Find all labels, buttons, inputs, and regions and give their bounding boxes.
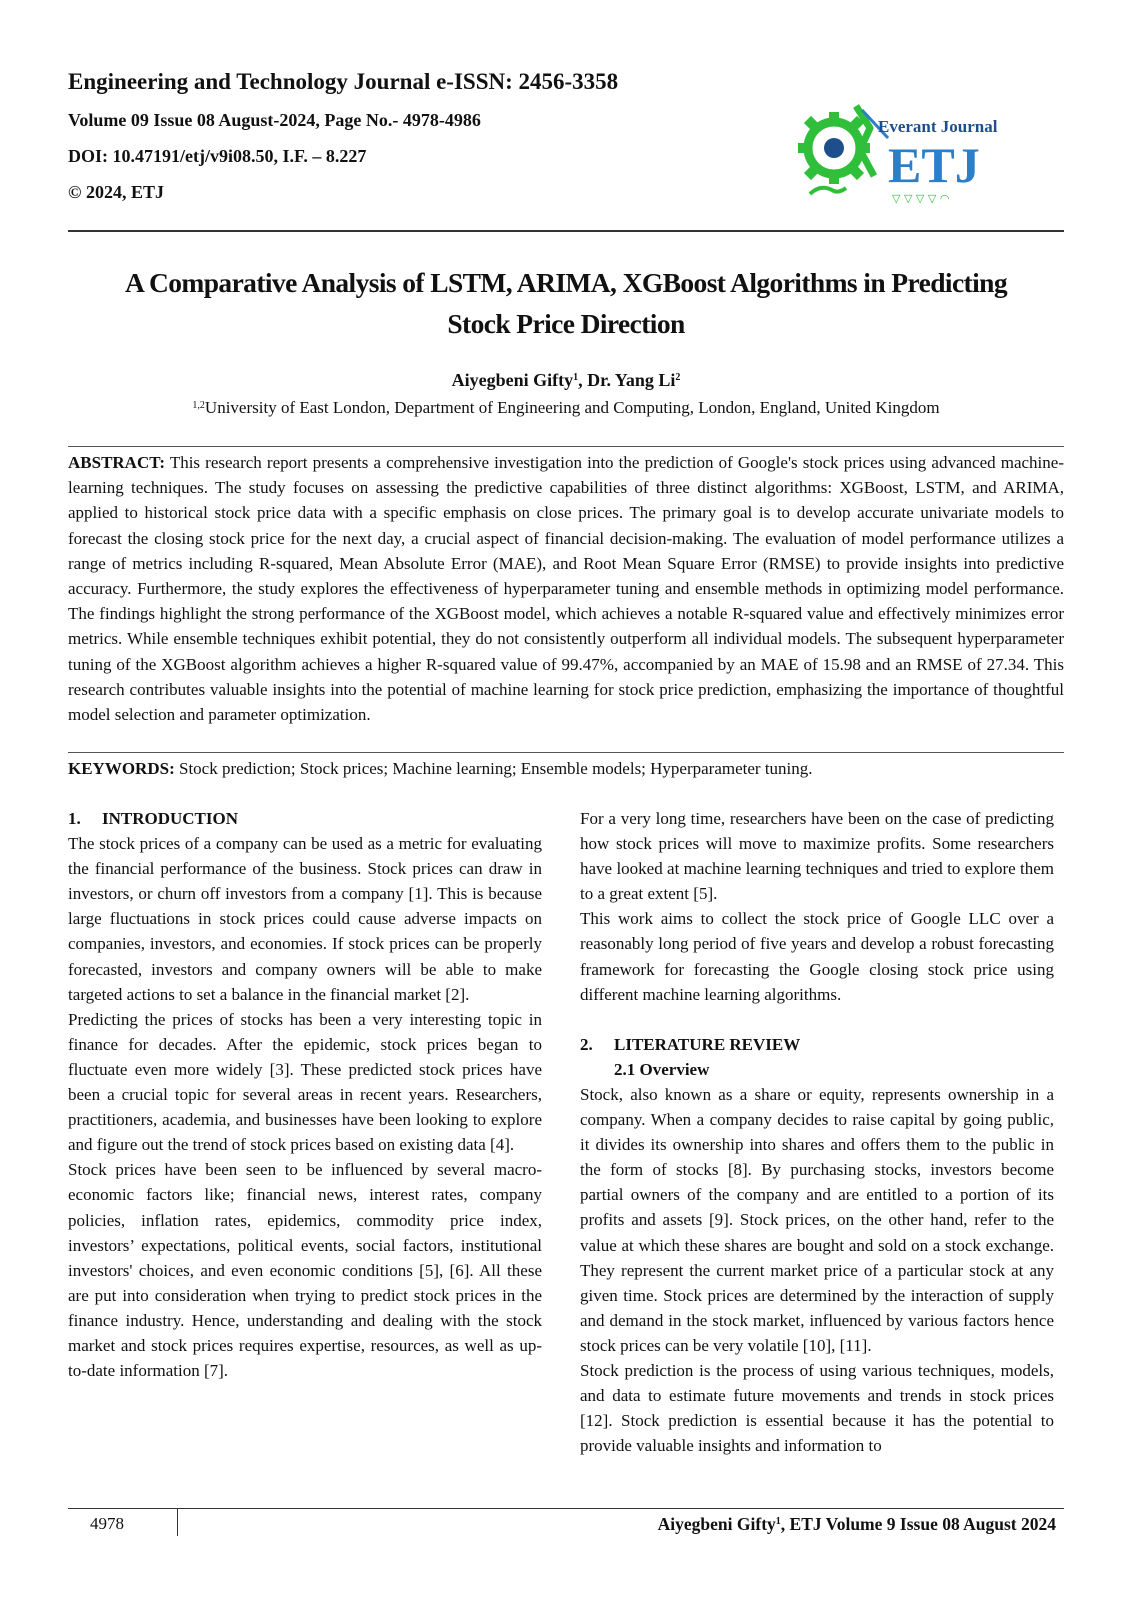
- author-name: Aiyegbeni Gifty: [451, 370, 574, 390]
- affiliation-superscript: 1,2: [192, 400, 205, 411]
- abstract-bottom-rule: [68, 752, 1064, 753]
- footer-divider: [177, 1508, 178, 1536]
- footer-rule: [68, 1508, 1064, 1509]
- copyright: © 2024, ETJ: [68, 182, 164, 202]
- paragraph-gap: [580, 1007, 1054, 1032]
- journal-name: Engineering and Technology Journal e-ISSN: 2456-3358: [68, 69, 619, 94]
- etj-logo: [792, 98, 1012, 216]
- paragraph: The stock prices of a company can be used as a metric for evaluating the financial performance of the business. Stock prices can draw in investors, or churn off investors from a company [1]. This is because large fluctuations in stock prices could cause adverse impacts on companies, investors, and economies. If stock prices can be properly forecasted, investors and company owners will be able to make targeted actions to set a balance in the financial market [2].: [68, 834, 542, 1004]
- abstract-label: ABSTRACT:: [68, 453, 165, 472]
- section-number: 2.: [580, 1034, 593, 1054]
- right-column: [580, 806, 1054, 1458]
- paper-title: [68, 262, 1064, 344]
- abstract-top-rule: [68, 446, 1064, 447]
- paragraph: Predicting the prices of stocks has been a very interesting topic in finance for decades. After the epidemic, stock prices began to fluctuate even more widely [3]. These predicted stock prices have been a crucial topic for several areas in recent years. Researchers, practitioners, academia, and businesses have been looking to explore and figure out the trend of stock prices based on existing data [4].: [68, 1009, 542, 1155]
- svg-text:▽ ▽ ▽ ▽ ◠: ▽ ▽ ▽ ▽ ◠: [892, 192, 950, 205]
- paragraph: This work aims to collect the stock price of Google LLC over a reasonably long period of five years and develop a robust forecasting framework for forecasting the Google closing stock price using different machine learning algorithms.: [580, 909, 1054, 1004]
- author-name: Dr. Yang Li: [587, 370, 676, 390]
- footer-author: Aiyegbeni Gifty: [657, 1514, 776, 1534]
- section-heading-literature-review: [580, 1032, 1054, 1057]
- title-line-2: Stock Price Direction: [447, 308, 685, 339]
- abstract-text: This research report presents a comprehensive investigation into the prediction of Google's stock prices using advanced machine-learning techniques. The study focuses on assessing the predictive capabilities of three distinct algorithms: XGBoost, LSTM, and ARIMA, applied to historical stock price data with a specific emphasis on close prices. The primary goal is to develop accurate univariate models to forecast the closing stock price for the next day, a crucial aspect of financial decision-making. The evaluation of model performance utilizes a range of metrics including R-squared, Mean Absolute Error (MAE), and Root Mean Square Error (RMSE) to provide insights into predictive accuracy. Furthermore, the study explores the effectiveness of hyperparameter tuning and ensemble methods in optimizing model performance. The findings highlight the strong performance of the XGBoost model, which achieves a notable R-squared value and effectively minimizes error metrics. While ensemble techniques exhibit potential, they do not consistently outperform all individual models. The subsequent hyperparameter tuning of the XGBoost algorithm achieves a higher R-squared value of 99.47%, accompanied by an MAE of 15.98 and an RMSE of 27.34. This research contributes valuable insights into the potential of machine learning for stock price prediction, emphasizing the importance of thoughtful model selection and parameter optimization.: [68, 453, 1064, 725]
- page-number: 4978: [90, 1514, 124, 1533]
- section-title: LITERATURE REVIEW: [614, 1034, 801, 1054]
- left-column: [68, 806, 542, 1383]
- author-list: [68, 368, 1064, 392]
- keywords-text: Stock prediction; Stock prices; Machine learning; Ensemble models; Hyperparameter tuning.: [178, 759, 813, 778]
- doi-info: DOI: 10.47191/etj/v9i08.50, I.F. – 8.227: [68, 146, 367, 166]
- footer-citation: [658, 1512, 1056, 1536]
- header-rule: [68, 230, 1064, 232]
- author-superscript: 1: [573, 372, 579, 383]
- volume-info: Volume 09 Issue 08 August-2024, Page No.- 4978-4986: [68, 110, 481, 130]
- author-superscript: 2: [675, 372, 681, 383]
- keywords-label: KEYWORDS:: [68, 759, 175, 778]
- logo-text-top: Everant Journal: [878, 117, 998, 136]
- abstract: [68, 450, 1064, 727]
- footer-author-superscript: 1: [775, 1516, 781, 1527]
- affiliation: [68, 396, 1064, 420]
- subsection-heading-overview: 2.1 Overview: [614, 1059, 710, 1079]
- section-title: INTRODUCTION: [102, 809, 239, 828]
- journal-header: [68, 62, 728, 210]
- footer-citation-text: , ETJ Volume 9 Issue 08 August 2024: [780, 1514, 1056, 1534]
- title-line-1: A Comparative Analysis of LSTM, ARIMA, XGBoost Algorithms in Predicting: [125, 267, 1007, 298]
- author-separator: ,: [578, 370, 588, 390]
- affiliation-text: University of East London, Department of Engineering and Computing, London, England, United Kingdom: [204, 398, 940, 417]
- paragraph: For a very long time, researchers have been on the case of predicting how stock prices will move to maximize profits. Some researchers have looked at machine learning techniques and tried to explore them to a great extent [5].: [580, 809, 1054, 904]
- section-heading-introduction: [68, 806, 542, 831]
- section-number: 1.: [68, 809, 81, 828]
- keywords: [68, 756, 1064, 781]
- logo-text-main: ETJ: [888, 137, 980, 193]
- paragraph: Stock prices have been seen to be influenced by several macro-economic factors like; financial news, interest rates, company policies, inflation rates, epidemics, commodity price index, investors’ expectations, political events, social factors, institutional investors' choices, and even economic conditions [5], [6]. All these are put into consideration when trying to predict stock prices in the finance industry. Hence, understanding and dealing with the stock market and stock prices requires expertise, resources, as well as up-to-date information [7].: [68, 1160, 542, 1381]
- paragraph: Stock prediction is the process of using various techniques, models, and data to estimate future movements and trends in stock prices [12]. Stock prediction is essential because it has the potential to provide valuable insights and information to: [580, 1360, 1054, 1456]
- paragraph: Stock, also known as a share or equity, represents ownership in a company. When a company decides to raise capital by going public, it divides its ownership into shares and offers them to the public in the form of stocks [8]. By purchasing stocks, investors become partial owners of the company and are entitled to a portion of its profits and assets [9]. Stock prices, on the other hand, refer to the value at which these shares are bought and sold on a stock exchange. They represent the current market price of a particular stock at any given time. Stock prices are determined by the interaction of supply and demand in the stock market, influenced by various factors hence stock prices can be very volatile [10], [11].: [580, 1084, 1054, 1355]
